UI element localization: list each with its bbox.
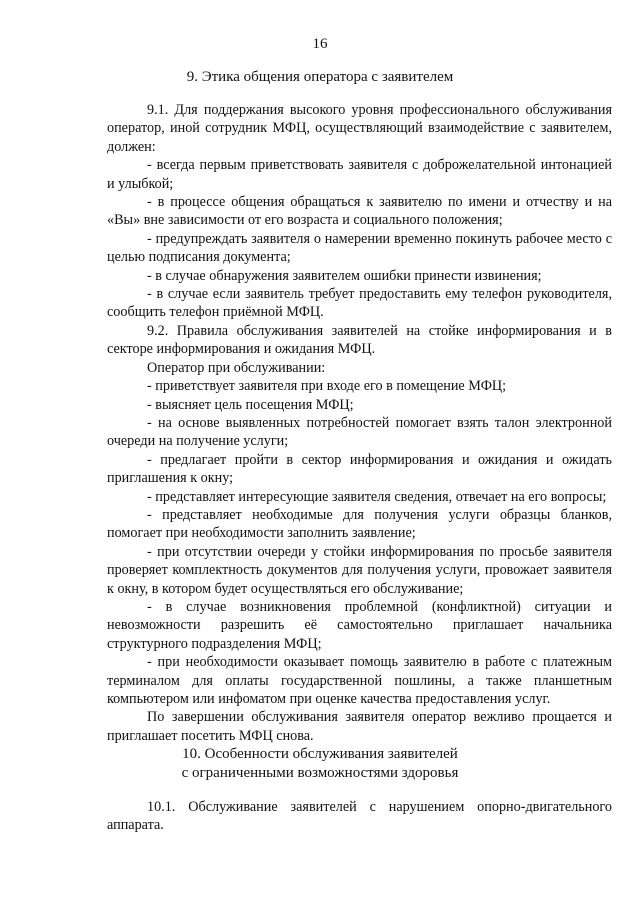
- page-number: 16: [312, 36, 328, 52]
- paragraph: 9.2. Правила обслуживания заявителей на стойке информирования и в секторе информирования и ожидания МФЦ.: [107, 322, 612, 358]
- section-10-title-line2: с ограниченными возможностями здоровья: [181, 765, 459, 781]
- section-9-body: [107, 101, 612, 745]
- section-9-title: 9. Этика общения оператора с заявителем: [186, 69, 454, 85]
- paragraph: - в случае если заявитель требует предоставить ему телефон руководителя, сообщить телефон приёмной МФЦ.: [107, 286, 612, 321]
- paragraph: - при необходимости оказывает помощь заявителю в работе с платежным терминалом для оплаты государственной пошлины, а также планшетным компьютером или инфоматом при оценке качества предоставления услуг.: [107, 654, 612, 707]
- paragraph: - при отсутствии очереди у стойки информирования по просьбе заявителя проверяет комплектность документов для получения услуги, провожает заявителя к окну, в котором будет осуществляться его обслуживание;: [107, 543, 612, 597]
- paragraph: 10.1. Обслуживание заявителей с нарушением опорно-двигательного аппарата.: [107, 799, 612, 834]
- paragraph: - на основе выявленных потребностей помогает взять талон электронной очереди на получение услуги;: [107, 414, 612, 450]
- paragraph: - в случае обнаружения заявителем ошибки принести извинения;: [147, 267, 542, 284]
- paragraph: - представляет интересующие заявителя сведения, отвечает на его вопросы;: [147, 488, 607, 505]
- section-10-title: [0, 745, 640, 783]
- paragraph: - всегда первым приветствовать заявителя с доброжелательной интонацией и улыбкой;: [107, 157, 612, 192]
- paragraph: - предупреждать заявителя о намерении временно покинуть рабочее место с целью подписания документа;: [107, 230, 612, 266]
- paragraph: Оператор при обслуживании:: [147, 359, 326, 376]
- paragraph: - в случае возникновения проблемной (конфликтной) ситуации и невозможности разрешить её самостоятельно приглашает начальника структурного подразделения МФЦ;: [107, 598, 612, 652]
- section-10-body: [107, 798, 612, 835]
- paragraph: - приветствует заявителя при входе его в помещение МФЦ;: [147, 378, 507, 395]
- paragraph: - в процессе общения обращаться к заявителю по имени и отчеству и на «Вы» вне зависимости от его возраста и социального положения;: [107, 194, 612, 229]
- paragraph: По завершении обслуживания заявителя оператор вежливо прощается и приглашает посетить МФЦ снова.: [107, 709, 612, 744]
- paragraph: - представляет необходимые для получения услуги образцы бланков, помогает при необходимости заполнить заявление;: [107, 506, 612, 542]
- section-10-title-line1: 10. Особенности обслуживания заявителей: [182, 746, 458, 762]
- paragraph: - выясняет цель посещения МФЦ;: [147, 396, 354, 413]
- paragraph: - предлагает пройти в сектор информирования и ожидания и ожидать приглашения к окну;: [107, 451, 612, 487]
- paragraph: 9.1. Для поддержания высокого уровня профессионального обслуживания оператор, иной сотрудник МФЦ, осуществляющий взаимодействие с заявителем, должен:: [107, 102, 612, 155]
